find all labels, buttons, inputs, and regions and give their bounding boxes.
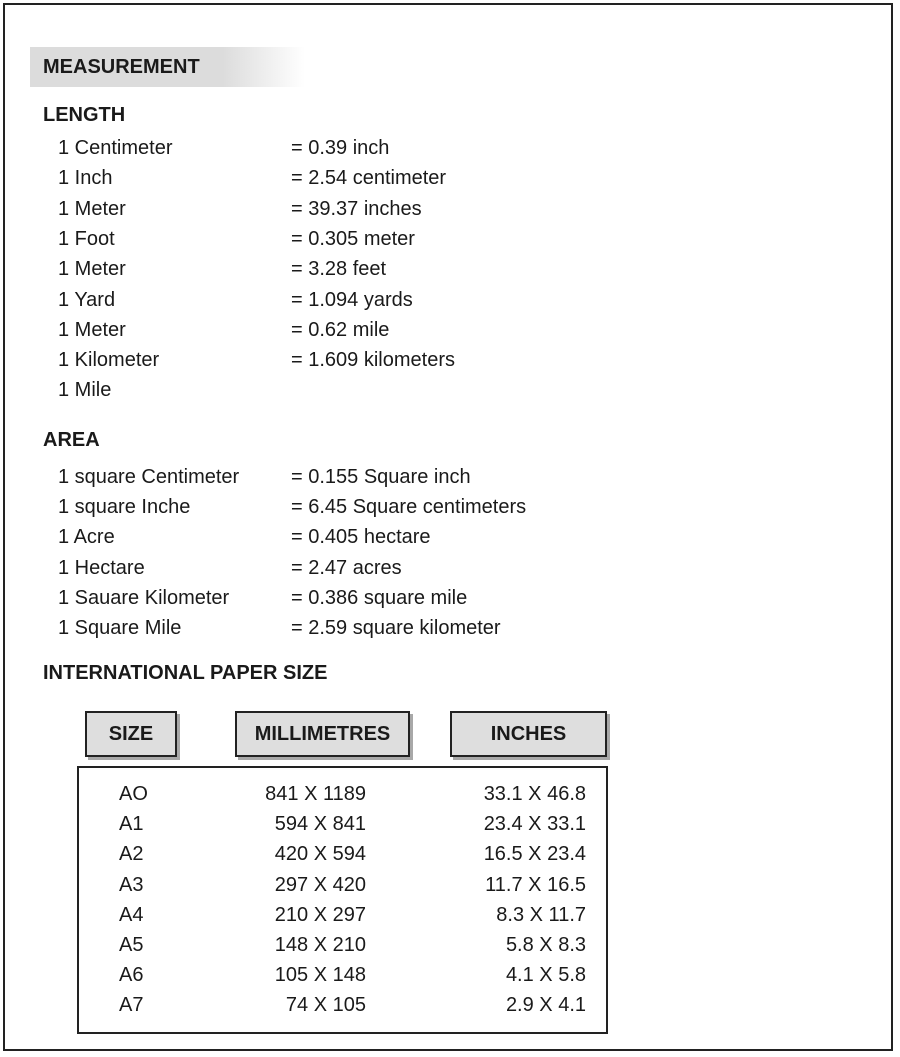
millimetres-column-header (235, 711, 410, 757)
banner-title: MEASUREMENT (43, 56, 200, 78)
millimetres-cell: 841 X 1189 (265, 783, 366, 805)
table-row (79, 813, 606, 839)
table-row (79, 843, 606, 869)
size-cell: A5 (119, 934, 144, 956)
length-heading: LENGTH (43, 104, 126, 126)
inches-cell: 4.1 X 5.8 (505, 964, 586, 987)
area-conversion-value: = 2.59 square kilometer (291, 617, 501, 639)
table-row (79, 783, 606, 809)
millimetres-cell: 105 X 148 (274, 964, 366, 987)
millimetres-cell: 594 X 841 (274, 813, 366, 836)
inches-cell: 5.8 X 8.3 (505, 934, 586, 956)
inches-header-label: INCHES (490, 723, 567, 745)
area-unit-label: 1 Sauare Kilometer (58, 586, 230, 609)
inches-column-header (450, 711, 607, 757)
millimetres-cell: 210 X 297 (274, 903, 366, 926)
size-cell: AO (119, 783, 148, 805)
length-unit-label: 1 Kilometer (58, 349, 160, 372)
length-conversion-value: = 1.094 yards (291, 288, 413, 311)
length-conversion-value: = 0.62 mile (291, 318, 390, 341)
table-row (79, 904, 606, 930)
inches-cell: 33.1 X 46.8 (483, 783, 586, 805)
length-conversion-value: = 0.39 inch (291, 137, 390, 159)
millimetres-header-label: MILLIMETRES (254, 723, 391, 745)
area-unit-label: 1 Square Mile (58, 617, 182, 639)
size-cell: A6 (119, 964, 144, 987)
millimetres-cell: 420 X 594 (274, 843, 366, 866)
length-conversion-value: = 1.609 kilometers (291, 349, 455, 372)
table-row (79, 934, 606, 960)
paper-size-table (77, 766, 608, 1034)
millimetres-cell: 148 X 210 (274, 934, 366, 956)
table-row (79, 874, 606, 900)
area-unit-label: 1 Hectare (58, 556, 145, 579)
length-unit-label: 1 Meter (58, 197, 126, 220)
inches-cell: 2.9 X 4.1 (505, 994, 586, 1017)
length-unit-label: 1 Meter (58, 318, 126, 341)
length-conversion-value: = 2.54 centimeter (291, 167, 447, 190)
size-cell: A3 (119, 873, 144, 896)
length-conversion-value: = 0.305 meter (291, 227, 415, 250)
size-column-header (85, 711, 177, 757)
inches-cell: 23.4 X 33.1 (483, 813, 586, 836)
size-cell: A4 (119, 903, 144, 926)
area-conversion-value: = 6.45 Square centimeters (291, 496, 527, 519)
size-header-label: SIZE (108, 723, 154, 745)
size-cell: A1 (119, 813, 144, 836)
size-cell: A7 (119, 994, 144, 1017)
area-conversion-value: = 2.47 acres (291, 556, 402, 579)
area-conversion-value: = 0.155 Square inch (291, 466, 471, 488)
millimetres-cell: 74 X 105 (285, 994, 366, 1017)
area-unit-label: 1 square Inche (58, 496, 191, 519)
length-unit-label: 1 Yard (58, 288, 116, 311)
length-unit-label: 1 Foot (58, 227, 115, 250)
area-conversion-value: = 0.405 hectare (291, 526, 431, 549)
millimetres-cell: 297 X 420 (274, 873, 366, 896)
length-unit-label: 1 Inch (58, 167, 113, 190)
length-conversion-value: = 3.28 feet (291, 258, 387, 281)
length-unit-label: 1 Mile (58, 379, 112, 402)
page-frame (3, 3, 893, 1051)
paper-size-heading: INTERNATIONAL PAPER SIZE (43, 662, 328, 684)
area-conversion-value: = 0.386 square mile (291, 586, 468, 609)
size-cell: A2 (119, 843, 144, 866)
area-unit-label: 1 square Centimeter (58, 466, 240, 488)
table-row (79, 964, 606, 990)
area-heading: AREA (43, 429, 100, 451)
inches-cell: 8.3 X 11.7 (496, 903, 586, 926)
table-row (79, 994, 606, 1020)
length-conversion-value: = 39.37 inches (291, 197, 422, 220)
length-unit-label: 1 Meter (58, 258, 126, 281)
inches-cell: 11.7 X 16.5 (485, 873, 586, 896)
length-unit-label: 1 Centimeter (58, 137, 173, 159)
inches-cell: 16.5 X 23.4 (483, 843, 586, 866)
section-banner (30, 47, 305, 87)
area-unit-label: 1 Acre (58, 526, 115, 549)
